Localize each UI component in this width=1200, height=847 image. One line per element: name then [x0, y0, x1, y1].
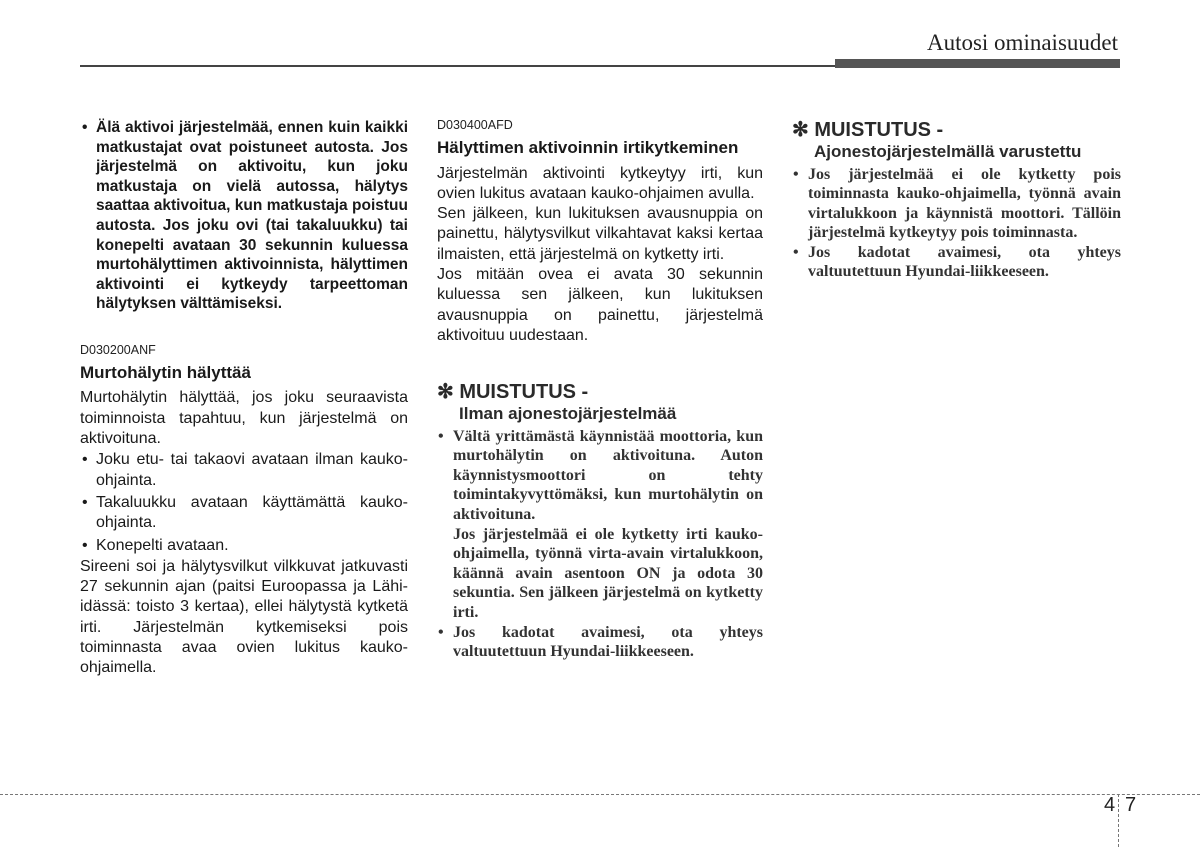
list-item: [80, 493, 408, 534]
page-header-title: Autosi ominaisuudet: [926, 30, 1118, 55]
bullet-list: [80, 450, 408, 555]
column-1: [80, 118, 408, 679]
list-item: [792, 243, 1121, 282]
section-heading: Murtohälytin hälyttää: [80, 362, 251, 382]
paragraph: Sen jälkeen, kun lukituksen avausnuppia on painettu, hälytysvilkut vilkahtavat kaksi kertaa ilmaisten, että järjestelmä on kytketty irti.: [437, 205, 763, 263]
list-item-text: Älä aktivoi järjestelmää, ennen kuin kaikki matkustajat ovat poistuneet autosta. Jos järjestelmä on aktivoitu, kun joku matkustaja on vielä autossa, hälytys saattaa aktivoitua, kun matkustaja poistuu autosta. Jos joku ovi (tai takaluukku) tai konepelti avataan 30 sekunnin kuluessa murtohälyttimen aktivoinnista, hälyttimen aktivointi ei kytkeydy tarpeettoman hälytyksen välttämiseksi.: [96, 119, 408, 313]
paragraph: Murtohälytin hälyttää, jos joku seuraavista toiminnoista tapahtuu, kun järjestelmä on aktivoituna.: [80, 389, 408, 448]
paragraph: Jos mitään ovea ei avata 30 sekunnin kuluessa sen jälkeen, kun lukituksen avausnuppia on painettu, järjestelmä aktivoituu uudestaan.: [437, 265, 763, 344]
section-code: D030400AFD: [437, 118, 513, 132]
notice-list: [437, 623, 763, 662]
paragraph: Sireeni soi ja hälytysvilkut vilkkuvat jatkuvasti 27 sekunnin ajan (paitsi Euroopassa ja Lähi-idässä: toisto 3 kertaa), ellei hälytystä kytketä irti. Järjestelmän kytkemiseksi pois toiminnasta avaa ovien lukitus kauko-ohjaimella.: [80, 557, 408, 677]
notice-asterisk-icon: ✻: [792, 119, 809, 141]
bullet-icon: •: [82, 493, 88, 511]
notice-title-text: MUISTUTUS -: [459, 381, 589, 404]
list-item-text: Konepelti avataan.: [96, 536, 229, 554]
notice-subtitle: Ajonestojärjestelmällä varustettu: [814, 142, 1082, 161]
bullet-icon: •: [793, 165, 799, 183]
list-item-text: Jos kadotat avaimesi, ota yhteys valtuutettuun Hyundai-liikkeeseen.: [453, 623, 763, 661]
notice-continuation: Jos järjestelmää ei ole kytketty irti kauko-ohjaimella, työnnä virta-avain virtalukkoon, käännä avain asentoon ON ja odota 30 sekuntia. Sen jälkeen järjestelmä on kytketty irti.: [453, 525, 763, 622]
notice-subtitle: Ilman ajonestojärjestelmää: [459, 404, 677, 424]
list-item-text: Jos järjestelmää ei ole kytketty pois toiminnasta kauko-ohjaimella, työnnä avain virtalukkoon ja käynnistä moottori. Tällöin järjestelmä kytkeytyy pois toiminnasta.: [808, 165, 1121, 242]
notice-asterisk-icon: ✻: [437, 381, 454, 404]
header-rule: [80, 65, 835, 67]
list-item: [80, 536, 408, 556]
footer-dashed-rule: [0, 794, 1200, 795]
column-2: [437, 118, 763, 662]
chapter-number: 4: [1104, 794, 1116, 816]
notice-list: [437, 427, 763, 525]
warning-bullet-list: [80, 118, 408, 314]
bullet-icon: •: [438, 623, 444, 641]
column-3: [792, 118, 1121, 282]
notice-title: [437, 380, 763, 404]
header-bar: [835, 59, 1120, 68]
bullet-icon: •: [438, 427, 444, 445]
list-item-text: Joku etu- tai takaovi avataan ilman kauko-ohjainta.: [96, 451, 408, 489]
paragraph: Järjestelmän aktivointi kytkeytyy irti, kun ovien lukitus avataan kauko-ohjaimen avulla.: [437, 164, 763, 202]
list-item-text: Jos kadotat avaimesi, ota yhteys valtuutettuun Hyundai-liikkeeseen.: [808, 243, 1121, 281]
section-code: D030200ANF: [80, 342, 156, 357]
list-item-text: Takaluukku avataan käyttämättä kauko-ohjainta.: [96, 493, 408, 532]
bullet-icon: •: [82, 536, 88, 554]
notice-list: [792, 165, 1121, 283]
bullet-icon: •: [82, 451, 88, 469]
notice-title: [792, 118, 1121, 142]
list-item-text: Vältä yrittämästä käynnistää moottoria, kun murtohälytin on aktivoituna. Auton käynnistysmoottori on tehty toimintakyvyttömäksi, kun murtohälytin on aktivoituna.: [453, 427, 763, 524]
list-item: [437, 623, 763, 662]
section-heading: Hälyttimen aktivoinnin irtikytkeminen: [437, 138, 739, 157]
bullet-icon: •: [793, 243, 799, 261]
list-item: [80, 450, 408, 491]
list-item: [80, 118, 408, 314]
bullet-icon: •: [82, 119, 88, 136]
page-number: 7: [1125, 794, 1137, 816]
list-item: [437, 427, 763, 525]
list-item: [792, 165, 1121, 243]
page-number-separator: [1118, 794, 1119, 847]
notice-title-text: MUISTUTUS -: [814, 119, 944, 141]
